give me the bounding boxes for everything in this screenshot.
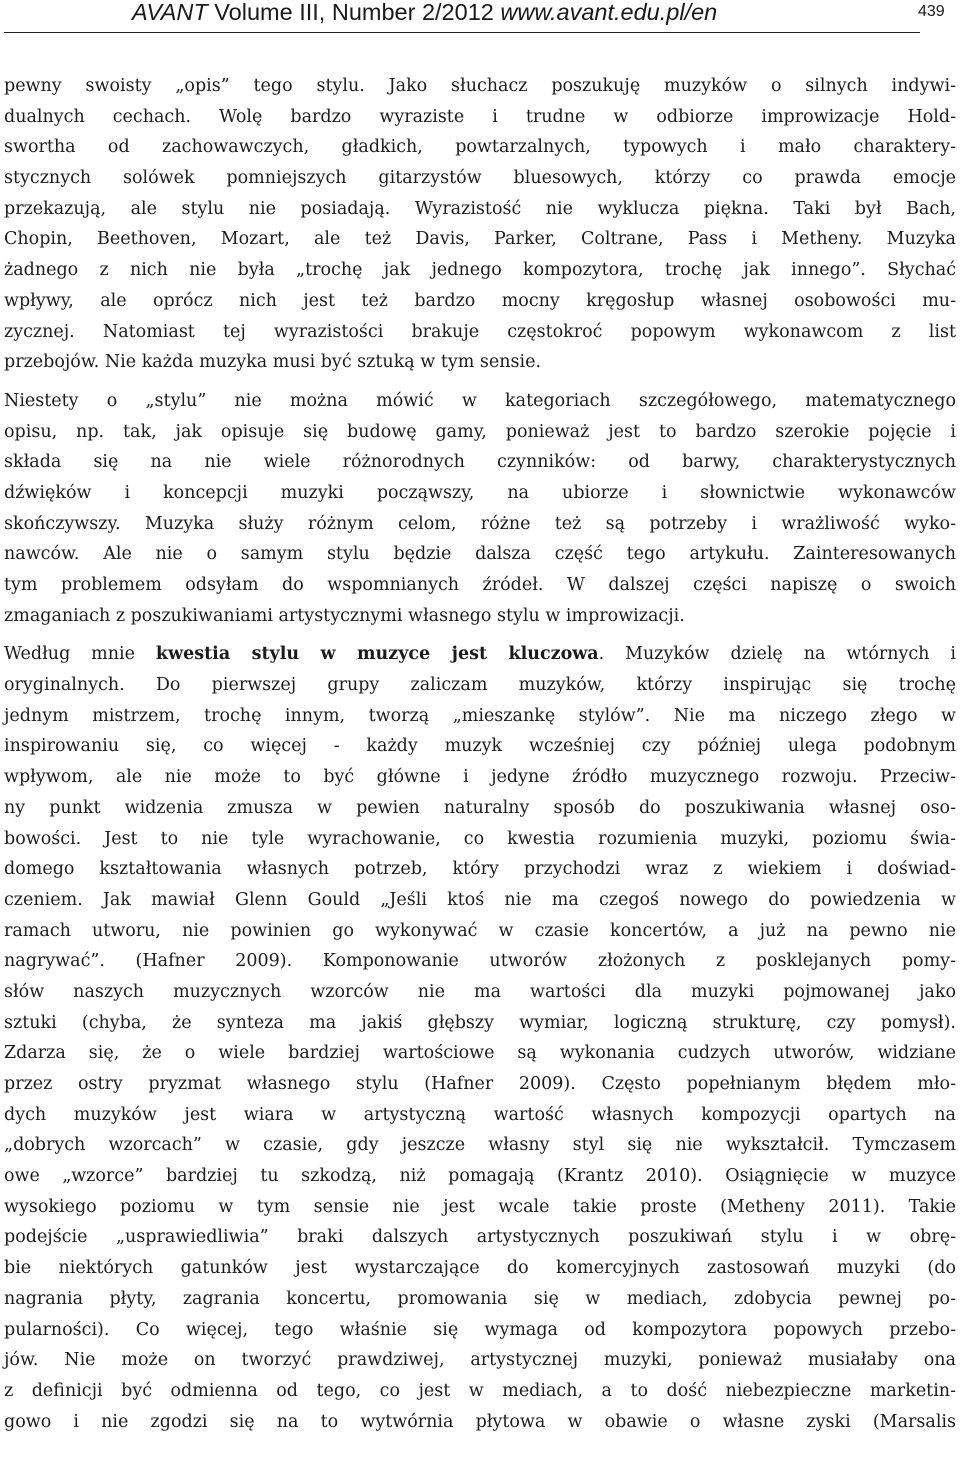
- text-run: . Muzyków dzielę na wtórnych i: [598, 644, 956, 665]
- header-divider: [4, 32, 920, 33]
- article-body: [4, 71, 956, 1437]
- text-line: [4, 639, 956, 670]
- text-line: nawców. Ale nie o samym stylu będzie dalsza część tego artykułu. Zainteresowanych: [4, 544, 956, 565]
- text-line: ramach utworu, nie powinien go wykonywać w czasie koncertów, a już na pewno nie: [4, 920, 956, 941]
- text-line: nagrywać”. (Hafner 2009). Komponowanie utworów złożonych z posklejanych pomy-: [4, 951, 956, 972]
- text-line: podejście „usprawiedliwia” braki dalszych artystycznych poszukiwań stylu i w obrę-: [4, 1227, 956, 1248]
- text-line: domego kształtowania własnych potrzeb, który przychodzi wraz z wiekiem i doświad-: [4, 859, 956, 880]
- text-line: przez ostry pryzmat własnego stylu (Hafner 2009). Często popełnianym błędem mło-: [4, 1074, 956, 1094]
- paragraph-gap: [4, 631, 956, 639]
- text-line: z definicji być odmienna od tego, co jest w mediach, a to dość niebezpieczne marketin-: [4, 1380, 956, 1401]
- text-line: Zdarza się, że o wiele bardziej wartościowe są wykonania cudzych utworów, widziane: [4, 1043, 956, 1064]
- page-number: 439: [918, 3, 945, 20]
- text-line: jów. Nie może on tworzyć prawdziwej, artystycznej muzyki, ponieważ musiałaby ona: [4, 1350, 956, 1371]
- text-line: wpływy, ale oprócz nich jest też bardzo mocny kręgosłup własnej osobowości mu-: [4, 290, 956, 311]
- text-line: owe „wzorce” bardziej tu szkodzą, niż pomagają (Krantz 2010). Osiągnięcie w muzyce: [4, 1166, 956, 1187]
- text-line: tym problemem odsyłam do wspomnianych źródeł. W dalszej części napiszę o swoich: [4, 575, 956, 595]
- text-line: dych muzyków jest wiara w artystyczną wartość własnych kompozycji opartych na: [4, 1104, 956, 1125]
- paragraph: [4, 639, 956, 1437]
- page-header: [0, 0, 960, 34]
- text-line: pewny swoisty „opis” tego stylu. Jako słuchacz poszukuję muzyków o silnych indywi-: [4, 76, 956, 96]
- bold-emphasis: kwestia stylu w muzyce jest kluczowa: [155, 644, 599, 665]
- text-line: nagrania płyty, zagrania koncertu, promowania się w mediach, zdobycia pewnej po-: [4, 1288, 956, 1309]
- text-line: zycznej. Natomiast tej wyrazistości brakuje częstokroć popowym wykonawcom z list: [4, 321, 956, 342]
- text-line: wysokiego poziomu w tym sensie nie jest wcale takie proste (Metheny 2011). Takie: [4, 1196, 956, 1217]
- text-line: „dobrych wzorcach” w czasie, gdy jeszcze własny styl się nie wykształcił. Tymczasem: [4, 1135, 956, 1156]
- text-line: opisu, np. tak, jak opisuje się budowę gamy, ponieważ jest to bardzo szerokie pojęcie i: [4, 421, 956, 442]
- journal-url: www.avant.edu.pl/en: [500, 0, 718, 25]
- text-line: oryginalnych. Do pierwszej grupy zaliczam muzyków, którzy inspirując się trochę: [4, 675, 956, 696]
- text-line: pularności). Co więcej, tego właśnie się wymaga od kompozytora popowych przebo-: [4, 1319, 956, 1340]
- text-line: sztuki (chyba, że synteza ma jakiś głębszy wymiar, logiczną strukturę, czy pomysł).: [4, 1012, 956, 1033]
- text-run: Według mnie: [4, 644, 156, 665]
- paragraph-gap: [4, 378, 956, 386]
- text-line: skończywszy. Muzyka służy różnym celom, różne też są potrzeby i wrażliwość wyko-: [4, 513, 956, 534]
- paragraph: [4, 386, 956, 632]
- text-line: bowości. Jest to nie tyle wyrachowanie, co kwestia rozumienia muzyki, poziomu świa-: [4, 828, 956, 849]
- text-line: przekazują, ale stylu nie posiadają. Wyrazistość nie wyklucza piękna. Taki był Bach,: [4, 198, 956, 219]
- text-line: składa się na nie wiele różnorodnych czynników: od barwy, charakterystycznych: [4, 452, 956, 473]
- text-line: wpływom, ale nie może to być główne i jedyne źródło muzycznego rozwoju. Przeciw-: [4, 767, 956, 788]
- text-line: stycznych solówek pomniejszych gitarzystów bluesowych, którzy co prawda emocje: [4, 168, 956, 189]
- journal-volume: Volume III, Number 2/2012: [207, 0, 501, 25]
- text-line: bie niektórych gatunków jest wystarczające do komercyjnych zastosowań muzyki (do: [4, 1258, 956, 1279]
- text-line: jednym mistrzem, trochę innym, tworzą „mieszankę stylów”. Nie ma niczego złego w: [4, 705, 956, 726]
- text-line: żadnego z nich nie była „trochę jak jednego kompozytora, trochę jak innego”. Słychać: [4, 260, 956, 281]
- paragraph: [4, 71, 956, 378]
- text-line: dualnych cechach. Wolę bardzo wyraziste i trudne w odbiorze improwizacje Hold-: [4, 106, 956, 127]
- text-line: gowo i nie zgodzi się na to wytwórnia płytowa w obawie o własne zyski (Marsalis: [4, 1411, 956, 1432]
- text-line: przebojów. Nie każda muzyka musi być sztuką w tym sensie.: [4, 352, 542, 373]
- journal-title: [132, 0, 717, 26]
- text-line: słów naszych muzycznych wzorców nie ma wartości dla muzyki pojmowanej jako: [4, 981, 956, 1002]
- journal-name: AVANT: [132, 0, 208, 25]
- text-line: dźwięków i koncepcji muzyki począwszy, na ubiorze i słownictwie wykonawców: [4, 482, 956, 503]
- text-line: swortha od zachowawczych, gładkich, powtarzalnych, typowych i mało charaktery-: [4, 137, 956, 158]
- text-line: ny punkt widzenia zmusza w pewien naturalny sposób do poszukiwania własnej oso-: [4, 797, 956, 818]
- text-line: czeniem. Jak mawiał Glenn Gould „Jeśli ktoś nie ma czegoś nowego do powiedzenia w: [4, 889, 956, 910]
- text-line: Niestety o „stylu” nie można mówić w kategoriach szczegółowego, matematycznego: [4, 390, 956, 411]
- text-line: inspirowaniu się, co więcej - każdy muzyk wcześniej czy później ulega podobnym: [4, 736, 956, 757]
- text-line: zmaganiach z poszukiwaniami artystycznymi własnego stylu w improwizacji.: [4, 605, 685, 626]
- text-line: Chopin, Beethoven, Mozart, ale też Davis, Parker, Coltrane, Pass i Metheny. Muzyka: [4, 229, 956, 250]
